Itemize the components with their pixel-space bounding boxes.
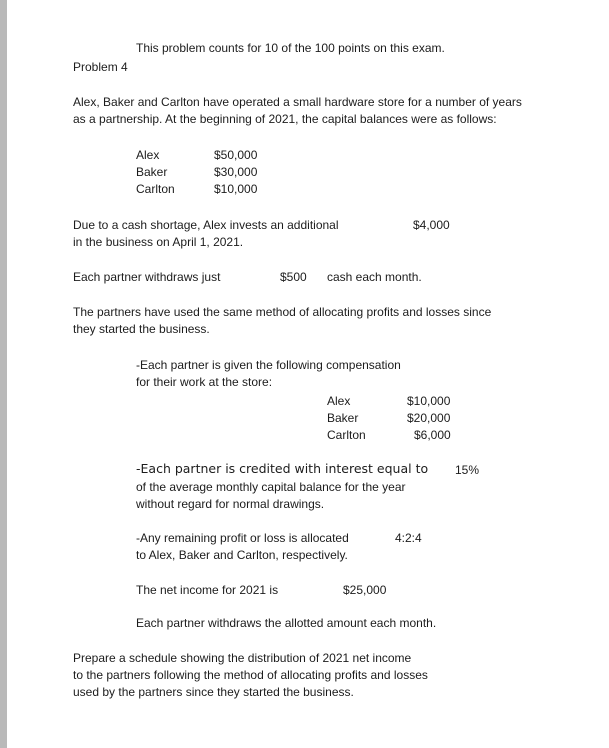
method-line-2: they started the business.: [73, 322, 210, 336]
instructions-line-2: to the partners following the method of allocating profits and losses: [73, 668, 428, 682]
net-income-amount: $25,000: [343, 583, 387, 597]
withdrawals-suffix: cash each month.: [327, 270, 422, 284]
problem-label: Problem 4: [73, 60, 128, 74]
compensation-amount: $20,000: [407, 411, 451, 425]
method-line-1: The partners have used the same method of allocating profits and losses since: [73, 305, 492, 319]
investment-line-1: Due to a cash shortage, Alex invests an additional: [73, 218, 339, 232]
compensation-partner: Alex: [327, 394, 351, 408]
interest-line-3: without regard for normal drawings.: [136, 497, 325, 511]
capital-amount: $30,000: [214, 165, 258, 179]
capital-partner: Baker: [136, 165, 168, 179]
capital-partner: Carlton: [136, 182, 175, 196]
withdrawals-amount: $500: [280, 270, 307, 284]
withdrawals-prefix: Each partner withdraws just: [73, 270, 221, 284]
page-left-border: [0, 0, 7, 748]
compensation-amount: $10,000: [407, 394, 451, 408]
compensation-line-2: for their work at the store:: [136, 375, 273, 389]
compensation-line-1: -Each partner is given the following compensation: [136, 358, 401, 372]
interest-line-1: -Each partner is credited with interest equal to: [136, 461, 429, 476]
allotted-note: Each partner withdraws the allotted amount each month.: [136, 616, 437, 630]
capital-partner: Alex: [136, 148, 160, 162]
instructions-line-3: used by the partners since they started the business.: [73, 685, 354, 699]
intro-line-2: as a partnership. At the beginning of 2021, the capital balances were as follows:: [73, 112, 497, 126]
capital-amount: $50,000: [214, 148, 258, 162]
remaining-line-1: -Any remaining profit or loss is allocated: [136, 531, 349, 545]
remaining-line-2: to Alex, Baker and Carlton, respectively.: [136, 548, 348, 562]
compensation-partner: Carlton: [327, 428, 366, 442]
interest-rate: 15%: [455, 463, 480, 477]
investment-amount: $4,000: [413, 218, 450, 232]
allocation-ratio: 4:2:4: [395, 531, 422, 545]
points-note: This problem counts for 10 of the 100 points on this exam.: [136, 41, 445, 55]
instructions-line-1: Prepare a schedule showing the distribution of 2021 net income: [73, 651, 412, 665]
intro-line-1: Alex, Baker and Carlton have operated a small hardware store for a number of years: [73, 95, 522, 109]
compensation-amount: $6,000: [414, 428, 451, 442]
investment-line-2: in the business on April 1, 2021.: [73, 235, 244, 249]
capital-amount: $10,000: [214, 182, 258, 196]
compensation-partner: Baker: [327, 411, 359, 425]
interest-line-2: of the average monthly capital balance for the year: [136, 480, 406, 494]
net-income-label: The net income for 2021 is: [136, 583, 279, 597]
